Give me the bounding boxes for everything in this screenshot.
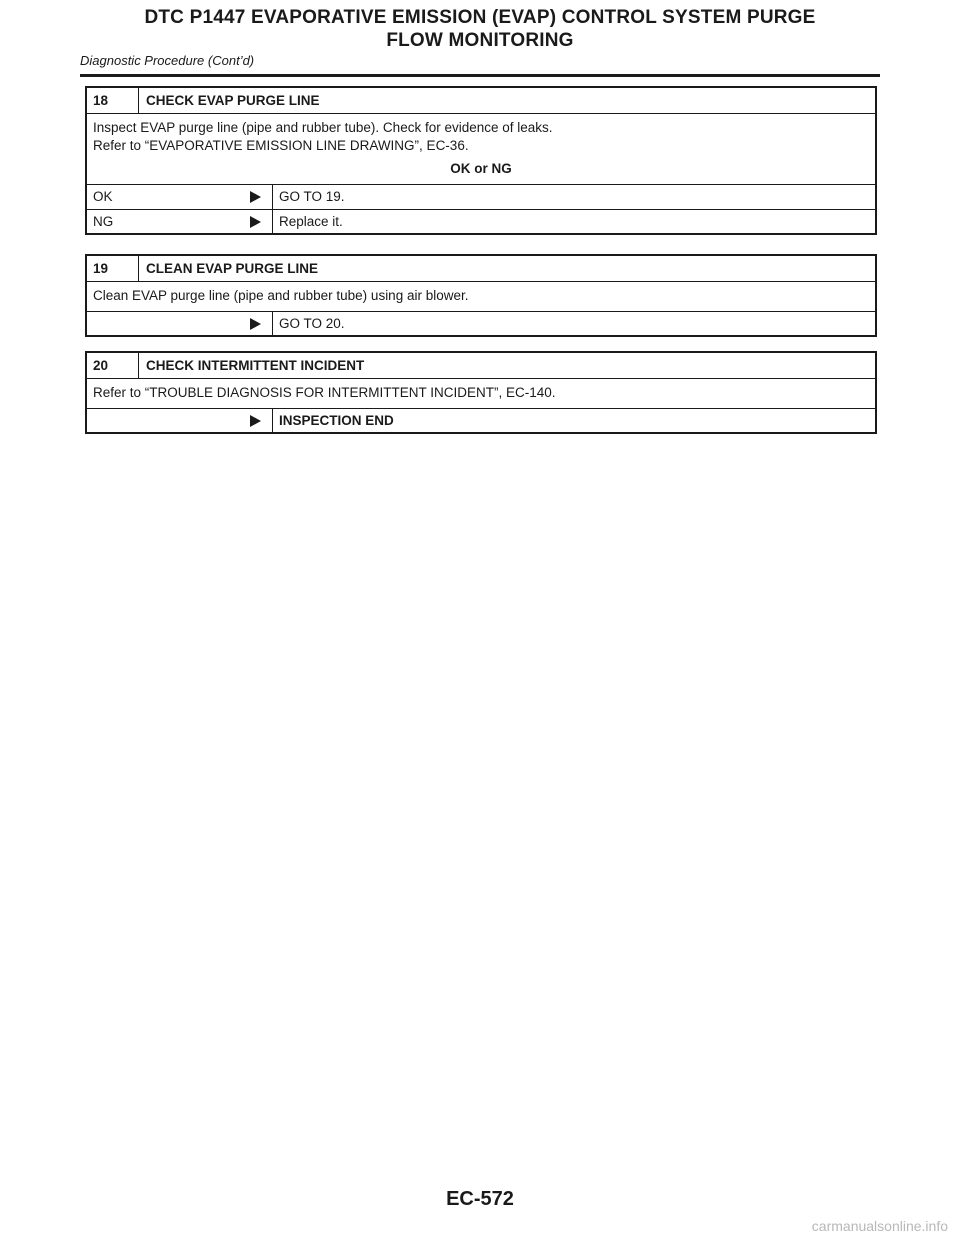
step-instruction: Inspect EVAP purge line (pipe and rubber tube). Check for evidence of leaks. bbox=[93, 120, 553, 135]
result-label bbox=[87, 210, 272, 233]
step-header bbox=[87, 88, 875, 114]
result-row-ng bbox=[87, 209, 875, 233]
page-subtitle: Diagnostic Procedure (Cont’d) bbox=[80, 53, 255, 68]
step-number: 18 bbox=[87, 88, 139, 113]
page-title bbox=[80, 6, 880, 52]
step-header bbox=[87, 256, 875, 282]
step-body bbox=[87, 379, 875, 409]
result-label-text: OK bbox=[93, 189, 113, 204]
result-action: INSPECTION END bbox=[272, 409, 875, 432]
step-body bbox=[87, 282, 875, 312]
page-header bbox=[80, 6, 880, 68]
step-number: 19 bbox=[87, 256, 139, 281]
page-title-line1: DTC P1447 EVAPORATIVE EMISSION (EVAP) CONTROL SYSTEM PURGE bbox=[144, 7, 816, 28]
result-row-ok bbox=[87, 185, 875, 209]
result-label-text: NG bbox=[93, 214, 114, 229]
step-header bbox=[87, 353, 875, 379]
step-title: CLEAN EVAP PURGE LINE bbox=[146, 261, 319, 276]
step-instruction: Refer to “EVAPORATIVE EMISSION LINE DRAWING”, EC-36. bbox=[93, 138, 469, 153]
arrow-right-icon bbox=[250, 216, 261, 228]
arrow-right-icon bbox=[250, 191, 261, 203]
step-18-box bbox=[85, 86, 877, 235]
step-20-box bbox=[85, 351, 877, 434]
step-instruction: Refer to “TROUBLE DIAGNOSIS FOR INTERMITTENT INCIDENT”, EC-140. bbox=[93, 385, 556, 400]
step-question: OK or NG bbox=[450, 161, 512, 176]
result-label bbox=[87, 312, 272, 335]
step-title: CHECK INTERMITTENT INCIDENT bbox=[146, 358, 365, 373]
result-action: Replace it. bbox=[272, 210, 875, 233]
header-divider bbox=[80, 74, 880, 77]
step-title: CHECK EVAP PURGE LINE bbox=[146, 93, 320, 108]
arrow-right-icon bbox=[250, 415, 261, 427]
result-row bbox=[87, 409, 875, 432]
result-row bbox=[87, 312, 875, 335]
result-action: GO TO 19. bbox=[272, 185, 875, 209]
result-action: GO TO 20. bbox=[272, 312, 875, 335]
step-body bbox=[87, 114, 875, 185]
page-title-line2: FLOW MONITORING bbox=[386, 30, 574, 51]
result-label bbox=[87, 185, 272, 209]
page-number: EC-572 bbox=[446, 1188, 514, 1210]
step-instruction: Clean EVAP purge line (pipe and rubber tube) using air blower. bbox=[93, 288, 469, 303]
step-number: 20 bbox=[87, 353, 139, 378]
watermark: carmanualsonline.info bbox=[811, 1218, 948, 1234]
arrow-right-icon bbox=[250, 318, 261, 330]
result-label bbox=[87, 409, 272, 432]
step-19-box bbox=[85, 254, 877, 337]
